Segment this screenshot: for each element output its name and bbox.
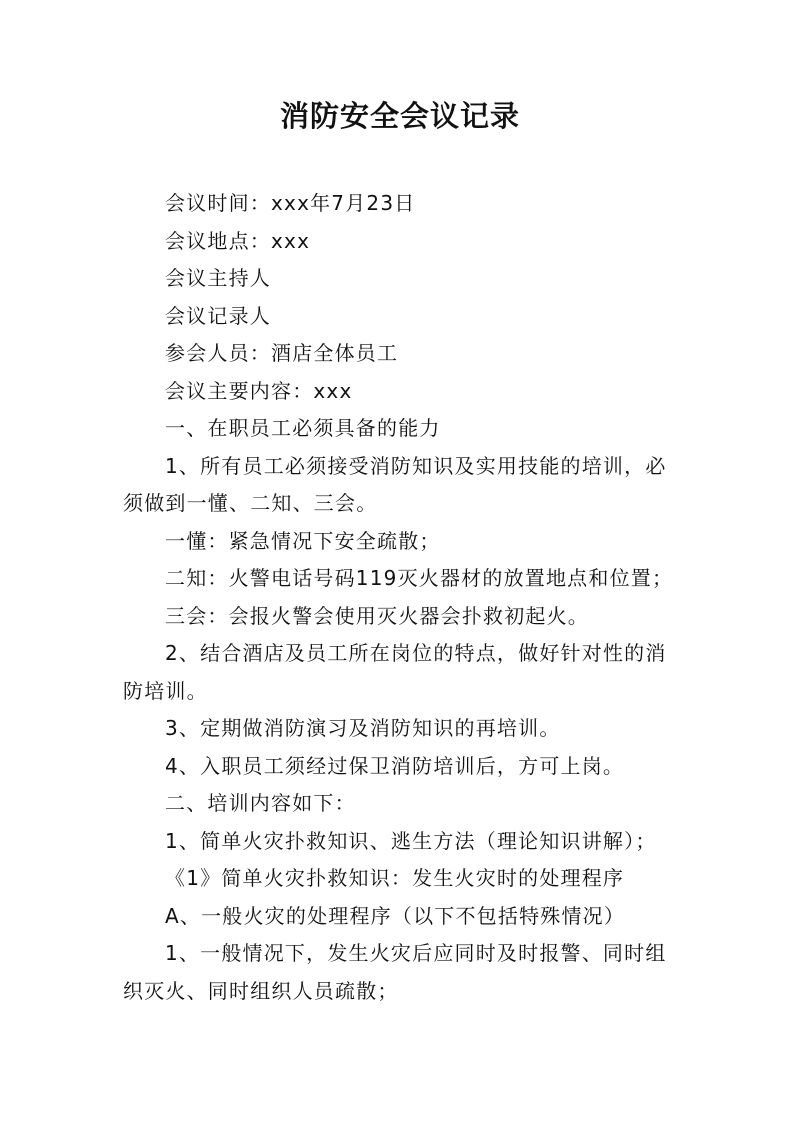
paragraph-item-3: 3、定期做消防演习及消防知识的再培训。 <box>165 716 561 740</box>
paragraph-meeting-host: 会议主持人 <box>165 266 271 290</box>
paragraph-procedure-1: 1、一般情况下，发生火灾后应同时及时报警、同时组织灭火、同时组织人员疏散； <box>123 941 667 1003</box>
paragraph-attendees: 参会人员：酒店全体员工 <box>165 341 399 365</box>
paragraph-item-4: 4、入职员工须经过保卫消防培训后，方可上岗。 <box>165 753 625 778</box>
paragraph-section-one-heading: 一、在职员工必须具备的能力 <box>165 416 441 440</box>
paragraph-san-hui: 三会：会报火警会使用灭火器会扑救初起火。 <box>165 603 589 628</box>
paragraph-meeting-place: 会议地点：xxx <box>165 228 311 253</box>
paragraph-main-content: 会议主要内容：xxx <box>165 378 353 403</box>
paragraph-meeting-recorder: 会议记录人 <box>165 303 271 328</box>
paragraph-er-zhi: 二知：火警电话号码119灭火器材的放置地点和位置； <box>165 566 674 590</box>
document-body <box>123 185 683 1010</box>
paragraph-item-1: 1、所有员工必须接受消防知识及实用技能的培训，必须做到一懂、二知、三会。 <box>123 453 667 515</box>
paragraph-meeting-time: 会议时间：xxx年7月23日 <box>165 191 416 215</box>
paragraph-training-a: A、一般火灾的处理程序（以下不包括特殊情况） <box>165 903 626 928</box>
document-title: 消防安全会议记录 <box>279 99 520 133</box>
paragraph-section-two-heading: 二、培训内容如下： <box>165 791 356 815</box>
paragraph-yi-dong: 一懂：紧急情况下安全疏散； <box>165 528 441 553</box>
paragraph-training-1: 1、简单火灾扑救知识、逃生方法（理论知识讲解）； <box>165 828 657 853</box>
paragraph-item-2: 2、结合酒店及员工所在岗位的特点，做好针对性的消防培训。 <box>123 641 667 703</box>
paragraph-training-sub-1: 《1》简单火灾扑救知识：发生火灾时的处理程序 <box>165 866 625 890</box>
